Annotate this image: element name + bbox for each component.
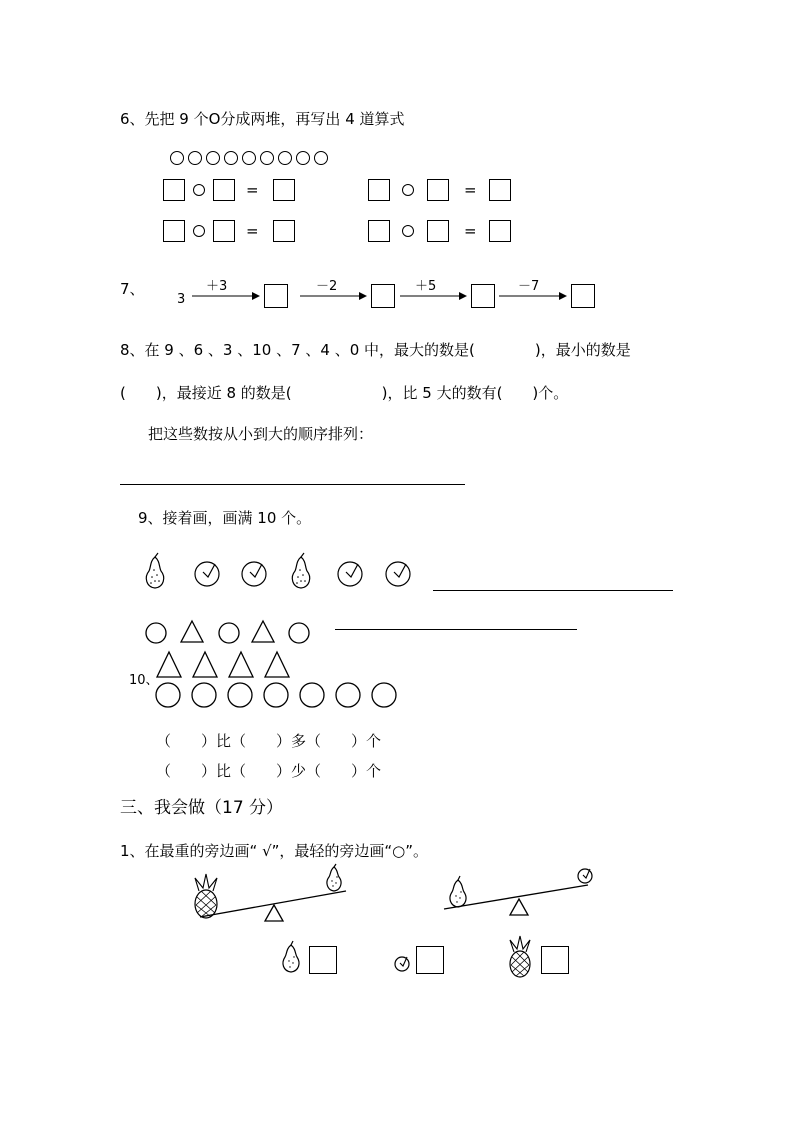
q9-title: 9、接着画，画满 10 个。 [138, 509, 312, 527]
balance-scale-2 [444, 869, 592, 915]
q7-start-number: 3 [177, 292, 186, 307]
fruit-continue-line[interactable] [433, 590, 673, 591]
pear-icon [146, 553, 163, 588]
circle-3 [206, 151, 220, 165]
apple-icon [338, 562, 362, 586]
circle-9 [314, 151, 328, 165]
circle-4 [224, 151, 238, 165]
circle-1 [170, 151, 184, 165]
circle-shape [156, 683, 180, 707]
pineapple-icon [510, 936, 530, 977]
triangle-shape [265, 652, 289, 677]
q8-line3: 把这些数按从小到大的顺序排列： [148, 425, 374, 443]
pineapple-icon [195, 874, 217, 918]
op-minus-7: －7 [518, 279, 540, 294]
triangle-shape [229, 652, 253, 677]
mark-box-pear[interactable] [309, 946, 337, 974]
answer-box[interactable] [368, 179, 390, 201]
circle-7 [278, 151, 292, 165]
pear-icon [327, 864, 341, 891]
section3-title: 三、我会做（17 分） [120, 798, 284, 818]
answer-box[interactable] [489, 179, 511, 201]
q8-line1: 8、在 9 、6 、3 、10 、7 、4 、0 中，最大的数是( )，最小的数是 [120, 341, 631, 359]
circle-shape [300, 683, 324, 707]
circle-shape [289, 623, 309, 643]
equals-sign: = [246, 222, 259, 240]
operator-circle[interactable] [193, 225, 205, 237]
mark-box-apple[interactable] [416, 946, 444, 974]
section3-q1: 1、在最重的旁边画“ √”，最轻的旁边画“○”。 [120, 842, 429, 860]
circle-shape [219, 623, 239, 643]
answer-box[interactable] [213, 220, 235, 242]
answer-box[interactable] [471, 284, 495, 308]
answer-box[interactable] [368, 220, 390, 242]
q7-label: 7、 [120, 280, 145, 298]
apple-icon [195, 562, 219, 586]
pear-icon [283, 941, 299, 972]
apple-icon [386, 562, 410, 586]
triangle-shape [181, 621, 203, 642]
circle-8 [296, 151, 310, 165]
answer-box[interactable] [273, 179, 295, 201]
q10-compare-more: （ ）比（ ）多（ ）个 [156, 732, 382, 750]
answer-box[interactable] [163, 220, 185, 242]
circle-shape [336, 683, 360, 707]
answer-box[interactable] [489, 220, 511, 242]
answer-box[interactable] [371, 284, 395, 308]
balance-scale-1 [195, 864, 346, 921]
answer-box[interactable] [427, 179, 449, 201]
answer-box[interactable] [163, 179, 185, 201]
operator-circle[interactable] [402, 184, 414, 196]
circle-shape [372, 683, 396, 707]
q10-compare-less: （ ）比（ ）少（ ）个 [156, 762, 382, 780]
mark-box-pineapple[interactable] [541, 946, 569, 974]
triangle-shape [252, 621, 274, 642]
circle-2 [188, 151, 202, 165]
q10-label: 10、 [129, 673, 159, 688]
circle-shape [192, 683, 216, 707]
circle-6 [260, 151, 274, 165]
circle-shape [146, 623, 166, 643]
sort-answer-line[interactable] [120, 484, 465, 485]
q6-title: 6、先把 9 个O分成两堆，再写出 4 道算式 [120, 110, 405, 128]
triangle-shape [157, 652, 181, 677]
shape-continue-line[interactable] [335, 629, 577, 630]
triangle-shape [193, 652, 217, 677]
circle-shape [228, 683, 252, 707]
op-plus-5: ＋5 [415, 279, 437, 294]
op-plus-3: ＋3 [206, 279, 228, 294]
answer-box[interactable] [264, 284, 288, 308]
q8-line2: ( )，最接近 8 的数是( )，比 5 大的数有( )个。 [120, 384, 569, 402]
answer-box[interactable] [571, 284, 595, 308]
answer-box[interactable] [273, 220, 295, 242]
apple-icon [395, 957, 409, 971]
circle-5 [242, 151, 256, 165]
equals-sign: = [464, 222, 477, 240]
apple-icon [242, 562, 266, 586]
circle-shape [264, 683, 288, 707]
equals-sign: = [464, 181, 477, 199]
answer-box[interactable] [427, 220, 449, 242]
operator-circle[interactable] [402, 225, 414, 237]
pear-icon [292, 553, 309, 588]
apple-icon [578, 869, 592, 883]
equals-sign: = [246, 181, 259, 199]
operator-circle[interactable] [193, 184, 205, 196]
op-minus-2: －2 [316, 279, 338, 294]
answer-box[interactable] [213, 179, 235, 201]
pear-icon [450, 876, 466, 907]
